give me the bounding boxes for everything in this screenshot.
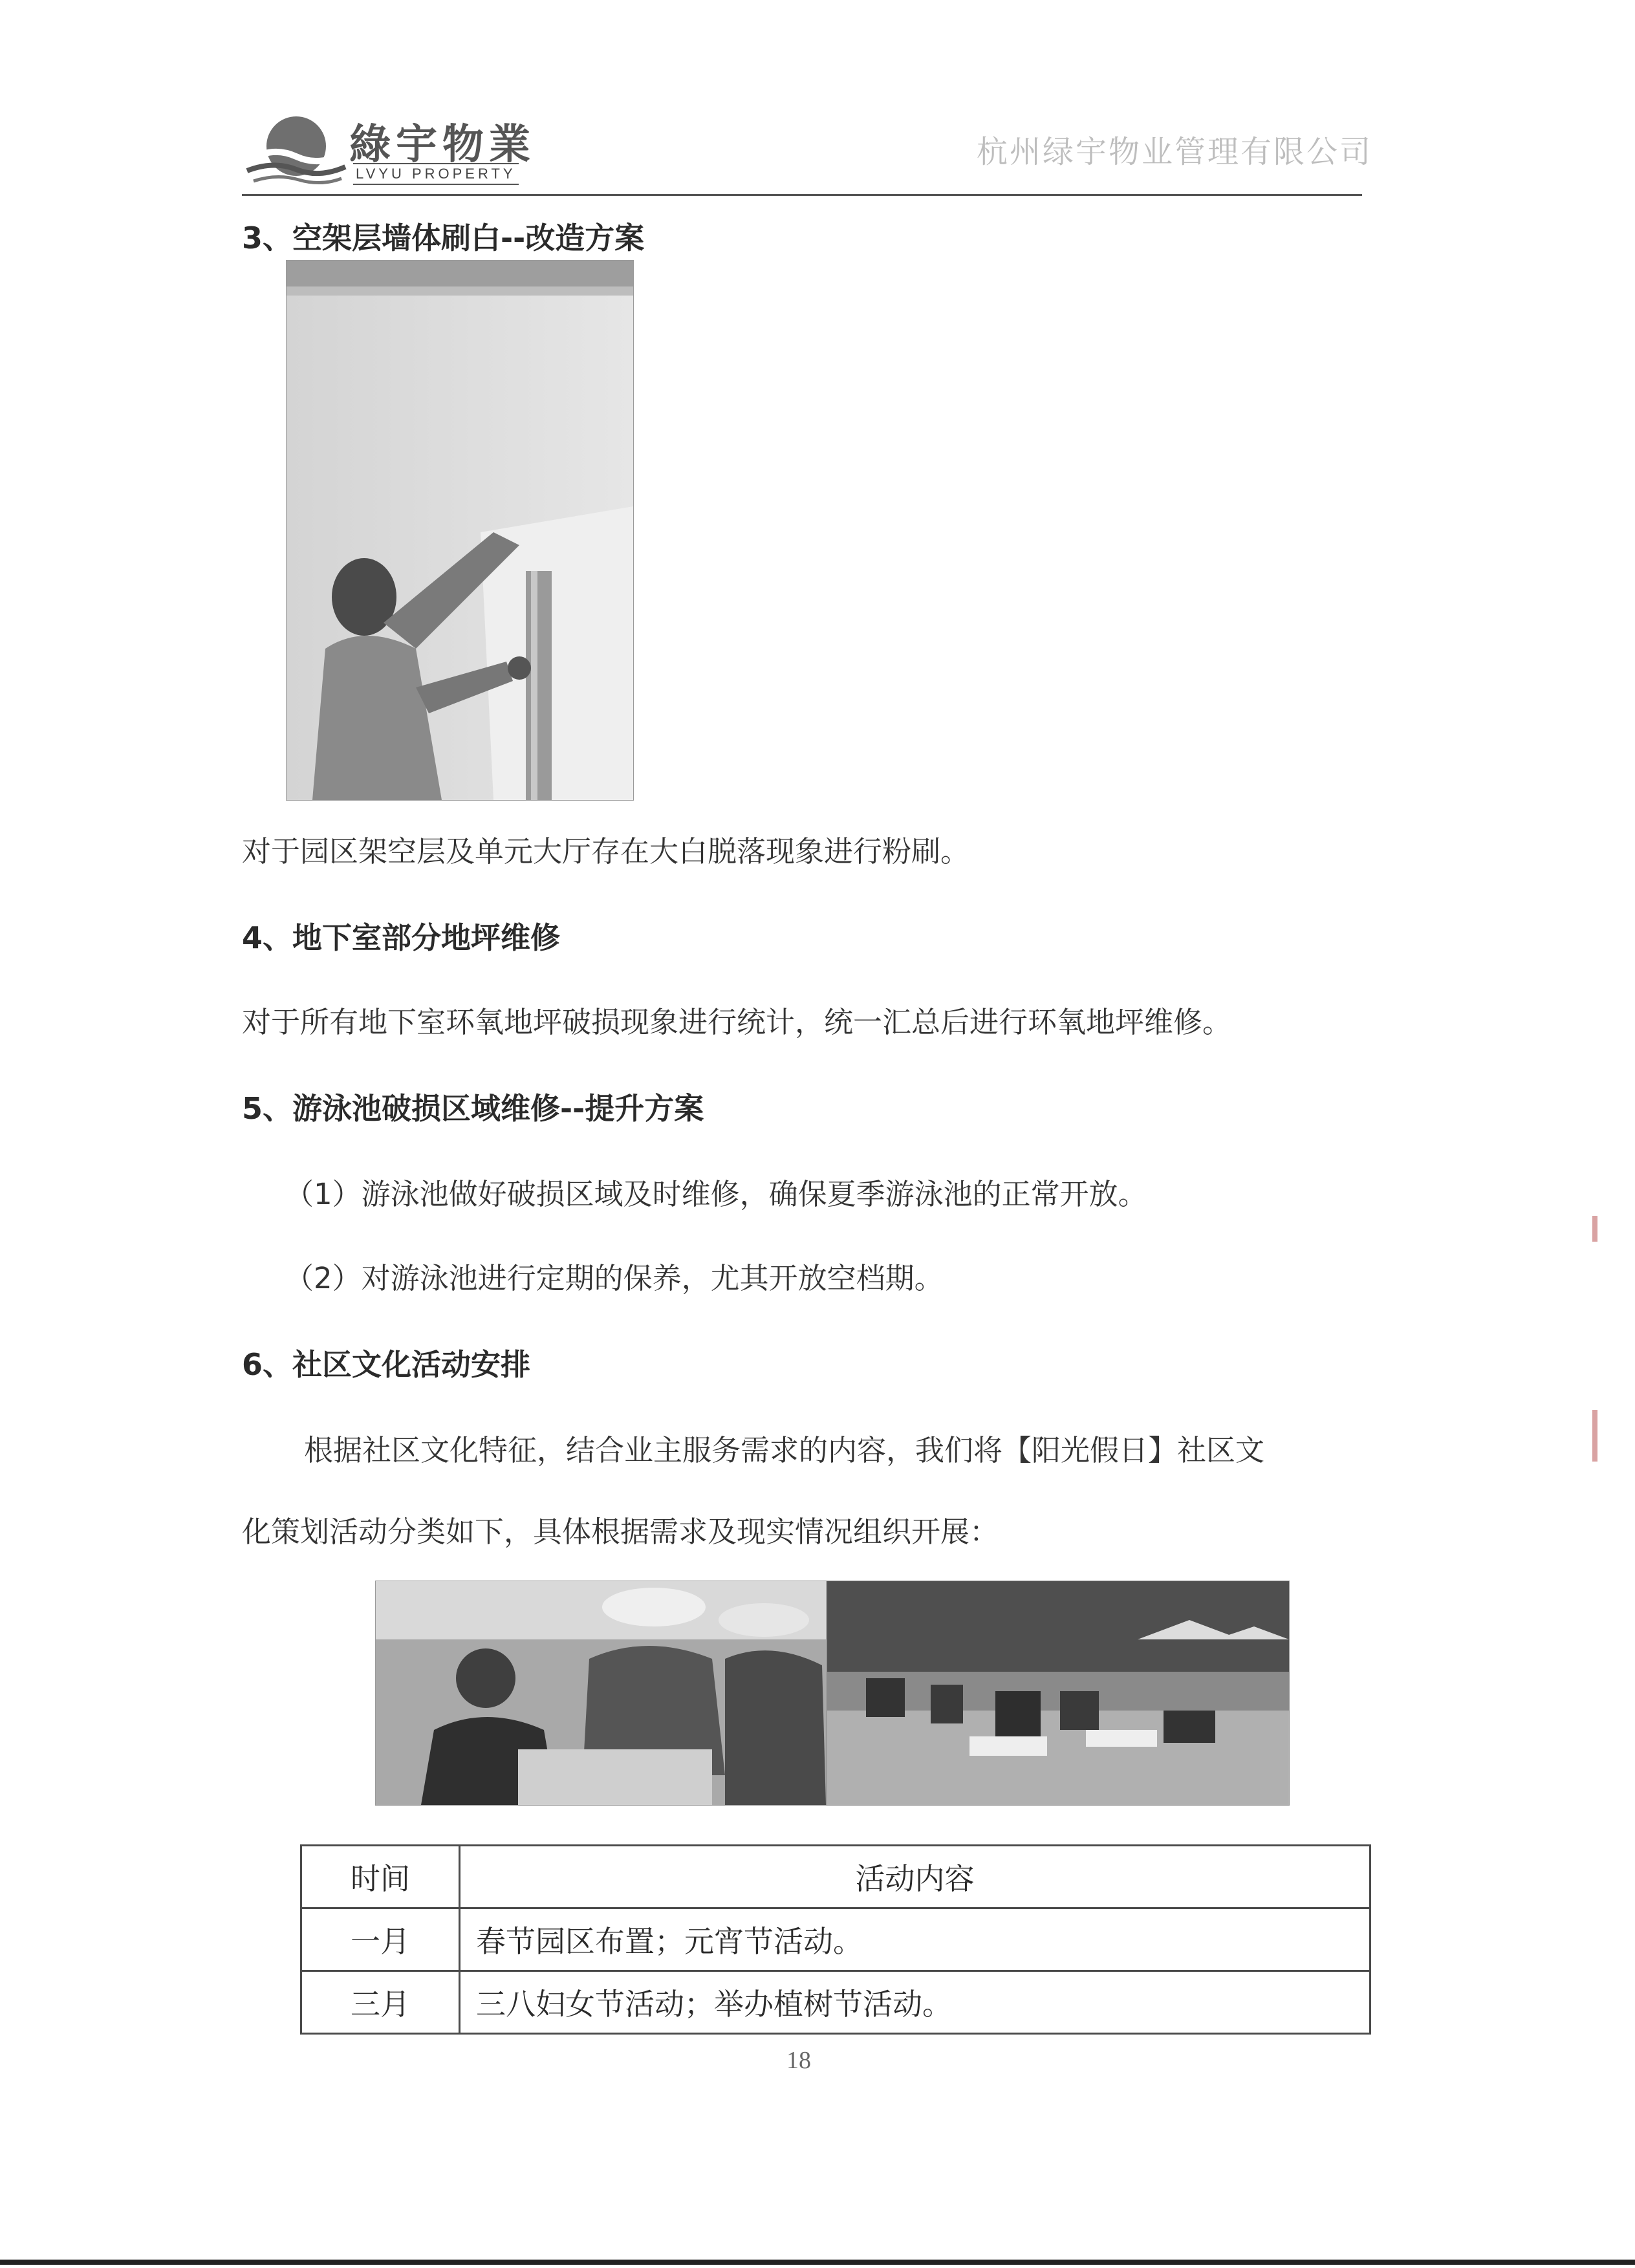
table-cell-activity: 三八妇女节活动；举办植树节活动。 [460, 1971, 1370, 2034]
section-6-title: 6、社区文化活动安排 [242, 1347, 531, 1382]
scan-mark [1592, 1216, 1597, 1242]
logo-chinese-name: 綠宇物業 [349, 120, 536, 169]
page-number: 18 [786, 2047, 811, 2074]
section-3-title: 3、空架层墙体刷白--改造方案 [242, 221, 645, 255]
section-4-title: 4、地下室部分地坪维修 [242, 920, 561, 955]
section-6-paragraph-line-2: 化策划活动分类如下，具体根据需求及现实情况组织开展： [242, 1515, 999, 1549]
company-name: 杭州绿宇物业管理有限公司 [977, 134, 1373, 170]
table-header-row [301, 1846, 1370, 1908]
community-activity-photo-painting [827, 1581, 1290, 1806]
section-6-paragraph-line-1: 根据社区文化特征，结合业主服务需求的内容，我们将【阳光假日】社区文 [304, 1433, 1265, 1467]
logo-english-name: LVYU PROPERTY [353, 163, 519, 185]
scan-mark [1592, 1410, 1597, 1462]
table-cell-month: 一月 [301, 1908, 460, 1971]
section-5-item-1: （1）游泳池做好破损区域及时维修，确保夏季游泳池的正常开放。 [285, 1177, 1147, 1211]
section-5-item-2: （2）对游泳池进行定期的保养，尤其开放空档期。 [285, 1261, 944, 1295]
section-3-text: 对于园区架空层及单元大厅存在大白脱落现象进行粉刷。 [242, 834, 970, 869]
bottom-scan-line [0, 2260, 1635, 2265]
table-row [301, 1908, 1370, 1971]
table-header-time: 时间 [301, 1846, 460, 1908]
table-row [301, 1971, 1370, 2034]
header-rule [242, 194, 1362, 196]
section-4-text: 对于所有地下室环氧地坪破损现象进行统计，统一汇总后进行环氧地坪维修。 [242, 1005, 1232, 1039]
header [0, 0, 1635, 207]
table-header-activity: 活动内容 [460, 1846, 1370, 1908]
table-cell-activity: 春节园区布置；元宵节活动。 [460, 1908, 1370, 1971]
community-activity-photo-crafts [375, 1581, 827, 1806]
activity-schedule-table [300, 1844, 1371, 2035]
table-cell-month: 三月 [301, 1971, 460, 2034]
wall-painting-photo [286, 260, 634, 801]
wave-sun-logo-icon [244, 109, 348, 186]
section-5-title: 5、游泳池破损区域维修--提升方案 [242, 1091, 704, 1126]
